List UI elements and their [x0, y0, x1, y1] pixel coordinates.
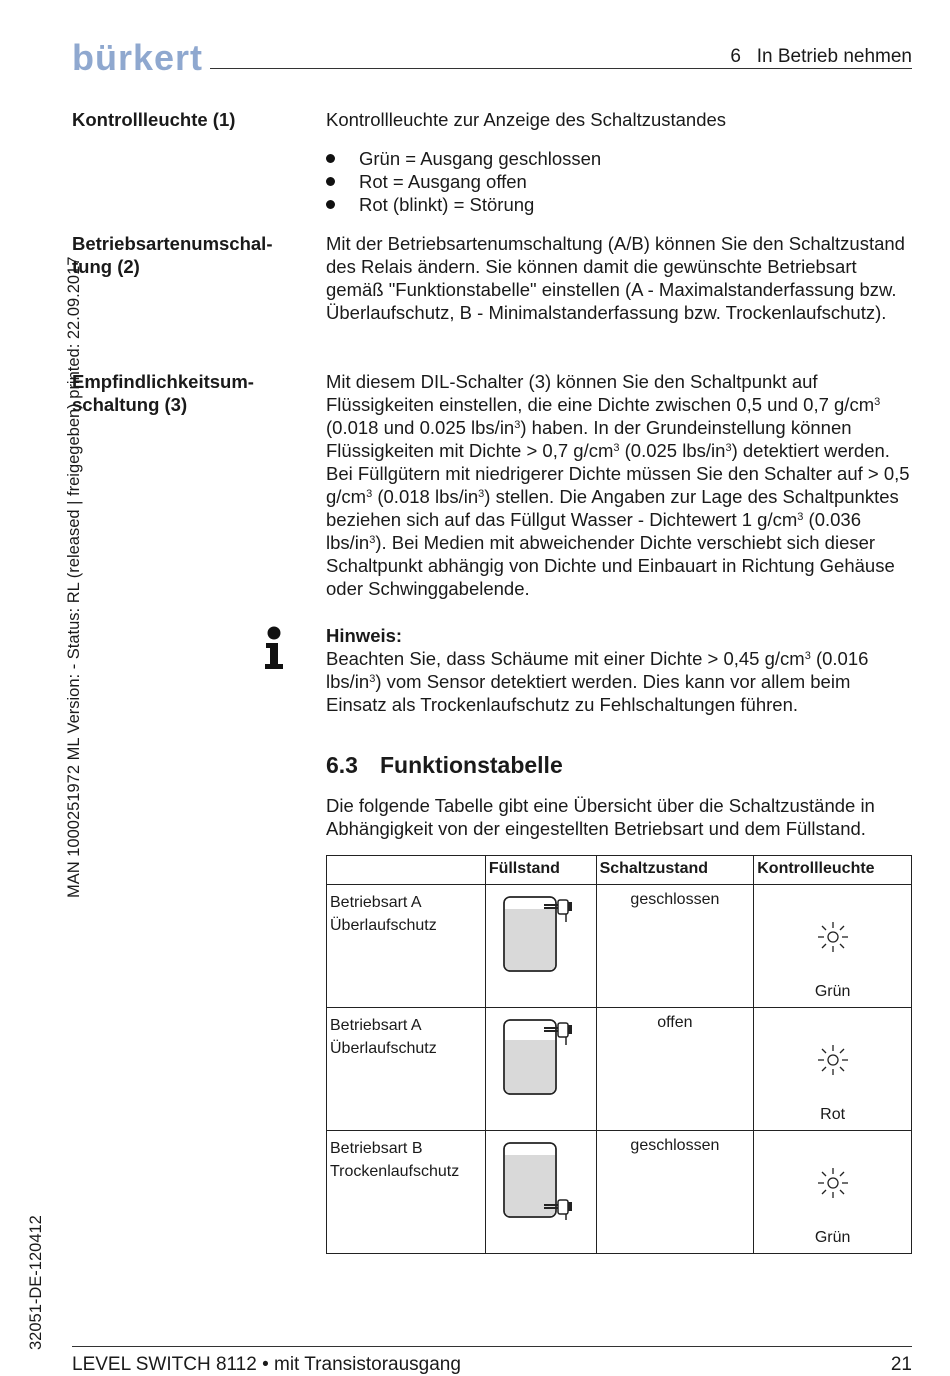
lamp-on-icon — [816, 1043, 850, 1077]
table-header-row — [327, 856, 912, 885]
table-header-cell — [327, 856, 486, 885]
section-number: 6.3 — [326, 752, 358, 778]
table-header-cell: Kontrollleuchte — [754, 856, 912, 885]
mode-cell: Betriebsart A Überlaufschutz — [327, 885, 486, 1008]
fill-level-cell — [485, 885, 596, 1008]
kontrollleuchte-bullet-list — [326, 147, 916, 216]
fill-level-cell — [485, 1008, 596, 1131]
betriebsartenumschaltung-text: Mit der Betriebsartenumschaltung (A/B) können Sie den Schaltzustand des Relais ändern. Sie können damit die gewünschte Betriebsart gemäß "Funktionstabelle" einstellen (A - Maximalstanderfassung bzw. Überlaufschutz, B - Minimalstanderfassung bzw. Trockenlaufschutz). — [326, 233, 905, 323]
label-line: tung (2) — [72, 256, 140, 277]
label-betriebsartenumschaltung — [72, 232, 302, 278]
hinweis-title: Hinweis: — [326, 625, 403, 646]
burkert-logo: bürkert — [72, 37, 204, 78]
lamp-color-label: Grün — [814, 983, 851, 1000]
lamp-on-icon — [816, 1166, 850, 1200]
lamp-cell — [754, 885, 912, 1008]
page-number: 21 — [890, 1354, 912, 1375]
table-row — [327, 1008, 912, 1131]
label-kontrollleuchte: Kontrollleuchte (1) — [72, 109, 236, 130]
table-header-cell: Füllstand — [485, 856, 596, 885]
document-code-vertical: 32051-DE-120412 — [27, 1215, 45, 1350]
label-line: Betriebsartenumschal- — [72, 233, 273, 254]
function-table — [326, 855, 912, 1254]
empfindlichkeitsumschaltung-text: Mit diesem DIL-Schalter (3) können Sie den Schaltpunkt auf Flüssigkeiten einstellen, die eine Dichte zwischen 0,5 und 0,7 $g/cm^3$ (0.018 und 0.025 lbs/$in^3$) haben. In der Grundeinstellung können Flüssigkeiten mit Dichte > 0,7 $g/cm^3$ (0.025 lbs/$in^3$) detektiert werden. Bei Füllgütern mit niedrigerer Dichte müssen Sie den Schalter auf > 0,5 $g/cm^3$ (0.018 lbs/$in^3$) stellen. Die Angaben zur Lage des Schaltpunktes beziehen sich auf das Füllgut Wasser - Dichtewert 1 $g/cm^3$ (0.036 lbs/$in^3$). Bei Medien mit abweichender Dichte verschiebt sich dieser Schaltpunkt abhängig von Dichte und Einbauart in Richtung Gehäuse oder Schwinggabelende. — [326, 371, 910, 599]
kontrollleuchte-intro: Kontrollleuchte zur Anzeige des Schaltzustandes — [326, 109, 727, 130]
list-item: Grün = Ausgang geschlossen — [326, 147, 916, 170]
list-item: Rot (blinkt) = Störung — [326, 193, 916, 216]
table-row — [327, 885, 912, 1008]
lamp-on-icon — [816, 920, 850, 954]
info-icon — [263, 626, 285, 675]
switch-state-cell: geschlossen — [596, 1131, 754, 1254]
tank-full-sensor-top-icon — [500, 895, 580, 975]
label-line: schaltung (3) — [72, 394, 188, 415]
fill-level-cell — [485, 1131, 596, 1254]
table-row — [327, 1131, 912, 1254]
switch-state-cell: geschlossen — [596, 885, 754, 1008]
document-meta-vertical: MAN 1000251972 ML Version: - Status: RL (released | freigegeben) printed: 22.09.2017 — [65, 256, 83, 898]
mode-cell: Betriebsart A Überlaufschutz — [327, 1008, 486, 1131]
table-header-cell: Schaltzustand — [596, 856, 754, 885]
funktionstabelle-intro: Die folgende Tabelle gibt eine Übersicht über die Schaltzustände in Abhängigkeit von der eingestellten Betriebsart und dem Füllstand. — [326, 795, 875, 839]
label-empfindlichkeitsumschaltung — [72, 370, 302, 416]
lamp-color-label: Rot — [820, 1106, 846, 1123]
tank-low-sensor-top-icon — [500, 1018, 580, 1098]
lamp-color-label: Grün — [814, 1229, 851, 1246]
tank-full-sensor-bottom-icon — [500, 1141, 580, 1221]
list-item: Rot = Ausgang offen — [326, 170, 916, 193]
header-rule — [210, 68, 912, 69]
label-line: Empfindlichkeitsum- — [72, 371, 254, 392]
hinweis-text: Beachten Sie, dass Schäume mit einer Dichte > 0,45 $g/cm^3$ (0.016 lbs/$in^3$) vom Sensor detektiert werden. Dies kann vor allem beim Einsatz als Trockenlaufschutz zu Fehlschaltungen führen. — [326, 648, 869, 715]
section-title-text: Funktionstabelle — [380, 752, 563, 778]
chapter-heading: 6 In Betrieb nehmen — [730, 46, 912, 67]
section-title-funktionstabelle — [326, 752, 563, 779]
mode-cell: Betriebsart B Trockenlaufschutz — [327, 1131, 486, 1254]
lamp-cell — [754, 1008, 912, 1131]
footer-product: LEVEL SWITCH 8112 • mit Transistorausgang — [72, 1354, 461, 1375]
footer-rule — [72, 1346, 912, 1347]
switch-state-cell: offen — [596, 1008, 754, 1131]
hinweis-block — [326, 624, 916, 716]
lamp-cell — [754, 1131, 912, 1254]
